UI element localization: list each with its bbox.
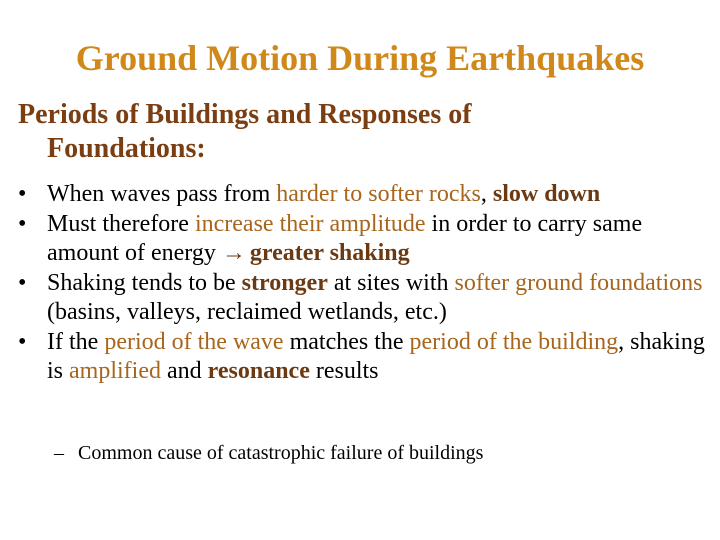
- bullet-item: [18, 269, 708, 328]
- bullet-text: results: [309, 358, 379, 384]
- sub-bullet-text: Common cause of catastrophic failure of buildings: [78, 442, 484, 464]
- bullet-glyph: •: [18, 328, 27, 355]
- highlight-text: period of the wave: [104, 328, 284, 355]
- slide-title: Ground Motion During Earthquakes: [75, 38, 645, 78]
- emphasis-text: resonance: [207, 358, 310, 384]
- bullet-item: [18, 180, 708, 210]
- bullet-text: Must therefore: [47, 210, 195, 237]
- bullet-item: [18, 210, 708, 269]
- bullet-text: When waves pass from: [47, 181, 277, 207]
- sub-bullet-dash: –: [54, 442, 64, 464]
- subtitle-line-1: Periods of Buildings and Responses of: [18, 99, 472, 130]
- bullet-text: in order to carry same amount of energy: [47, 210, 643, 266]
- bullet-text: and: [160, 358, 208, 384]
- highlight-text: amplified: [69, 358, 161, 384]
- bullet-text: at sites with: [327, 269, 455, 296]
- highlight-text: softer ground foundations: [454, 269, 703, 296]
- highlight-text: period of the building: [409, 328, 619, 355]
- bullet-text: matches the: [283, 328, 410, 355]
- bullet-text: ,: [480, 181, 493, 207]
- sub-bullet: [54, 440, 704, 466]
- slide-subtitle: [18, 98, 698, 166]
- emphasis-text: stronger: [241, 269, 328, 296]
- bullet-text: (basins, valleys, reclaimed wetlands, etc.): [47, 299, 447, 325]
- right-arrow-icon: →: [221, 240, 246, 266]
- bullet-glyph: •: [18, 269, 27, 296]
- highlight-text: harder to softer rocks: [276, 181, 481, 207]
- subtitle-line-2: Foundations:: [47, 133, 206, 164]
- bullet-glyph: •: [18, 181, 27, 207]
- bullet-text: Shaking tends to be: [47, 269, 242, 296]
- highlight-text: increase their amplitude: [194, 210, 426, 237]
- bullet-item: [18, 328, 708, 387]
- emphasis-text: slow down: [492, 181, 601, 207]
- bullet-text: If the: [47, 328, 105, 355]
- bullet-list: [18, 180, 708, 387]
- emphasis-text: greater shaking: [243, 240, 410, 266]
- bullet-glyph: •: [18, 210, 27, 237]
- bullet-text: , shaking is: [47, 328, 705, 384]
